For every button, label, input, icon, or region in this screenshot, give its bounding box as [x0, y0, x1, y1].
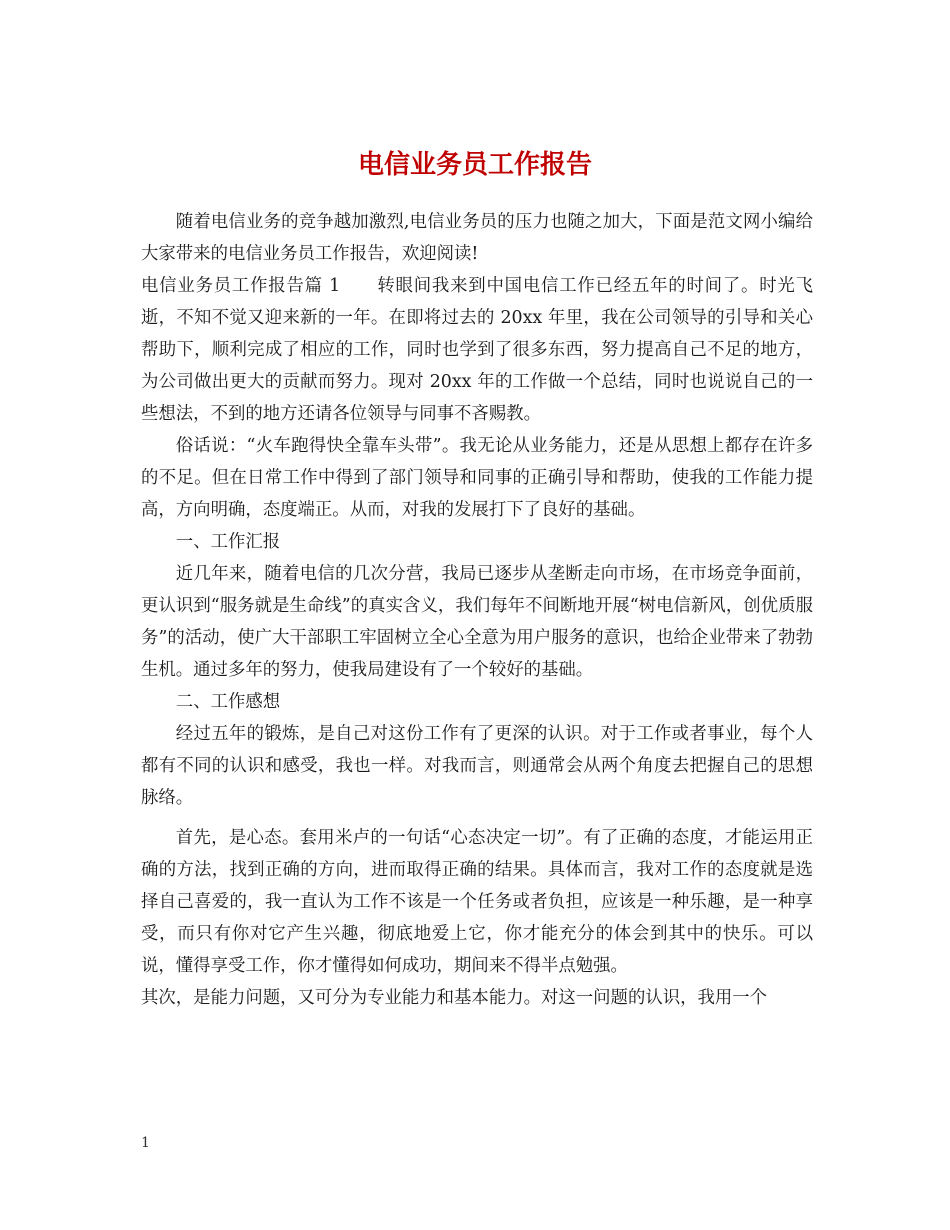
attitude-paragraph: 首先，是心态。套用米卢的一句话“心态决定一切”。有了正确的态度，才能运用正确的方法，找到正确的方向，进而取得正确的结果。具体而言，我对工作的态度就是选择自己喜爱的，我一直认为工作不该是一个任务或者负担，应该是一种乐趣，是一种享受，而只有你对它产生兴趣，彻底地爱上它，你才能充分的体会到其中的快乐。可以说，懂得享受工作，你才懂得如何成功，期间来不得半点勉强。 — [141, 828, 813, 976]
document-title: 电信业务员工作报告 — [357, 150, 592, 181]
heading-work-report: 一、工作汇报 — [175, 532, 281, 552]
work-report-paragraph: 近几年来，随着电信的几次分营，我局已逐步从垄断走向市场，在市场竞争面前，更认识到“服务就是生命线”的真实含义，我们每年不间断地开展“树电信新风，创优质服务”的活动，使广大干部职工牢固树立全心全意为用户服务的意识，也给企业带来了勃勃生机。通过多年的努力，使我局建设有了一个较好的基础。 — [141, 564, 813, 680]
intro-paragraph: 随着电信业务的竞争越加激烈,电信业务员的压力也随之加大，下面是范文网小编给大家带来的电信业务员工作报告，欢迎阅读! — [141, 212, 813, 264]
ability-paragraph: 其次，是能力问题，又可分为专业能力和基本能力。对这一问题的认识，我用一个 — [141, 988, 768, 1008]
thoughts-paragraph: 经过五年的锻炼，是自己对这份工作有了更深的认识。对于工作或者事业，每个人都有不同的认识和感受，我也一样。对我而言，则通常会从两个角度去把握自己的思想脉络。 — [141, 724, 813, 808]
proverb-paragraph: 俗话说：“火车跑得快全靠车头带”。我无论从业务能力，还是从思想上都存在许多的不足。但在日常工作中得到了部门领导和同事的正确引导和帮助，使我的工作能力提高，方向明确，态度端正。从而，对我的发展打下了良好的基础。 — [141, 436, 813, 520]
section-1-paragraph: 电信业务员工作报告篇 1 转眼间我来到中国电信工作已经五年的时间了。时光飞逝，不知不觉又迎来新的一年。在即将过去的 20xx 年里，我在公司领导的引导和关心帮助下，顺利完成了相应的工作，同时也学到了很多东西，努力提高自己不足的地方，为公司做出更大的贡献而努力。现对 20xx 年的工作做一个总结，同时也说说自己的一些想法，不到的地方还请各位领导与同事不吝赐教。 — [141, 276, 813, 424]
document-body — [141, 206, 813, 1014]
heading-work-thoughts: 二、工作感想 — [175, 692, 281, 712]
paragraph-gap — [141, 814, 813, 822]
page-number: 1 — [141, 1135, 150, 1151]
